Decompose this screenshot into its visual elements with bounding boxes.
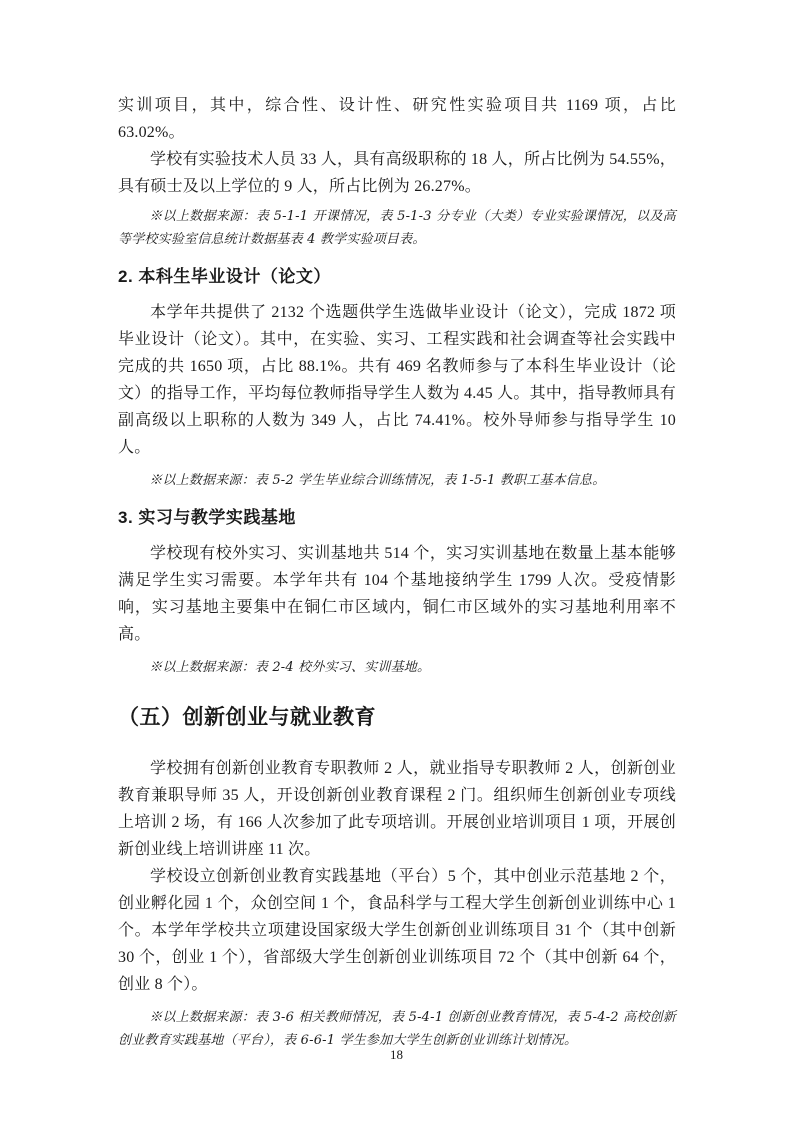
data-source-note-innovation: ※以上数据来源：表 3-6 相关教师情况，表 5-4-1 创新创业教育情况，表 5-4-2 高校创新创业教育实践基地（平台），表 6-6-1 学生参加大学生创新创业训练计划情况。	[118, 1010, 676, 1048]
data-source-note-thesis: ※以上数据来源：表 5-2 学生毕业综合训练情况，表 1-5-1 教职工基本信息。	[149, 473, 606, 488]
paragraph-innovation-bases: 学校设立创新创业教育实践基地（平台）5 个，其中创业示范基地 2 个，创业孵化园 1 个，众创空间 1 个，食品科学与工程大学生创新创业训练中心 1 个。本学年学校共立项建设国家级大学生创新创业训练项目 31 个（其中创新 30 个，创业 1 个），省部级大学生创新创业训练项目 72 个（其中创新 64 个，创业 8 个）。	[118, 868, 676, 993]
heading-practice-base: 3. 实习与教学实践基地	[118, 508, 296, 527]
paragraph-practice-base: 学校现有校外实习、实训基地共 514 个，实习实训基地在数量上基本能够满足学生实习需要。本学年共有 104 个基地接纳学生 1799 人次。受疫情影响，实习基地主要集中在铜仁市区域内，铜仁市区域外的实习基地利用率不高。	[118, 545, 676, 643]
paragraph-graduation-thesis: 本学年共提供了 2132 个选题供学生选做毕业设计（论文），完成 1872 项毕业设计（论文）。其中，在实验、实习、工程实践和社会调查等社会实践中完成的共 1650 项，占比 88.1%。共有 469 名教师参与了本科生毕业设计（论文）的指导工作，平均每位教师指导学生人数为 4.45 人。其中，指导教师具有副高级以上职称的人数为 349 人，占比 74.41%。校外导师参与指导学生 10 人。	[118, 304, 676, 456]
page-number: 18	[390, 1047, 403, 1062]
paragraph-innovation-teachers: 学校拥有创新创业教育专职教师 2 人，就业指导专职教师 2 人，创新创业教育兼职导师 35 人，开设创新创业教育课程 2 门。组织师生创新创业专项线上培训 2 场，有 166 人次参加了此专项培训。开展创业培训项目 1 项，开展创新创业线上培训讲座 11 次。	[118, 760, 676, 858]
paragraph-lab-staff: 学校有实验技术人员 33 人，具有高级职称的 18 人，所占比例为 54.55%，具有硕士及以上学位的 9 人，所占比例为 26.27%。	[118, 151, 676, 195]
page-footer	[0, 1046, 793, 1064]
heading-graduation-thesis: 2. 本科生毕业设计（论文）	[118, 267, 331, 286]
data-source-note-lab-teaching: ※以上数据来源：表 5-1-1 开课情况，表 5-1-3 分专业（大类）专业实验课情况，以及高等学校实验室信息统计数据基表 4 教学实验项目表。	[118, 209, 676, 247]
heading-innovation-education: （五）创新创业与就业教育	[118, 706, 376, 729]
data-source-note-practice-base: ※以上数据来源：表 2-4 校外实习、实训基地。	[149, 660, 431, 675]
paragraph-experiment-projects: 实训项目，其中，综合性、设计性、研究性实验项目共 1169 项，占比 63.02%。	[118, 97, 676, 141]
page-content	[118, 92, 676, 1052]
